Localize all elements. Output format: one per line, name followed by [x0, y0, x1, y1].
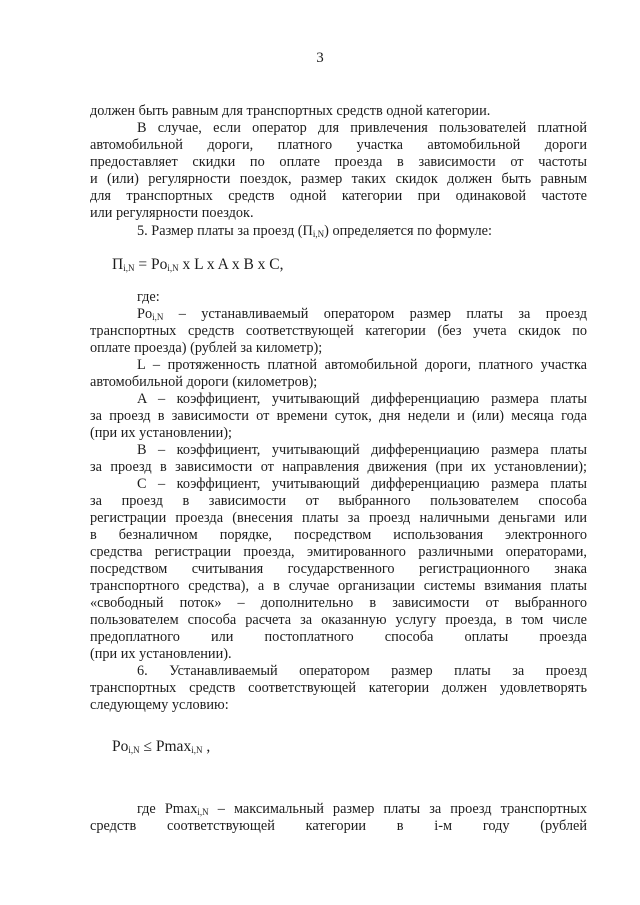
text-line: 5. Размер платы за проезд $(П_{i,N})$ определяется по формуле:	[137, 223, 492, 239]
text-line: за проезд в зависимости от направления движения (при их установлении);	[90, 459, 587, 475]
text-line: следующему условию:	[90, 697, 229, 713]
text-line: где:	[137, 289, 160, 305]
text-line: $Po_{i,N}$ – устанавливаемый оператором размер платы за проезд	[137, 306, 587, 322]
text-line: должен быть равным для транспортных средств одной категории.	[90, 103, 491, 119]
text-line: транспортного средства), а в случае организации системы взимания платы	[90, 578, 587, 594]
text-line: транспортных средств соответствующей категории (без учета скидок по	[90, 323, 587, 339]
text-line: L – протяженность платной автомобильной дороги, платного участка	[137, 357, 587, 373]
text-line: (при их установлении);	[90, 425, 232, 441]
text-line: 6. Устанавливаемый оператором размер платы за проезд	[137, 663, 587, 679]
text-line: за проезд в зависимости от выбранного пользователем способа	[90, 493, 587, 509]
text-line: средства регистрации проезда, эмитированного различными операторами,	[90, 544, 587, 560]
text-line: или регулярности поездок.	[90, 205, 254, 221]
text-line: транспортных средств соответствующей категории должен удовлетворять	[90, 680, 587, 696]
text-line: предоставляет скидки по оплате проезда в зависимости от частоты	[90, 154, 587, 170]
text-line: (при их установлении).	[90, 646, 232, 662]
text-line: где Pmax$_{i,N}$ – максимальный размер платы за проезд транспортных	[137, 801, 587, 817]
text-line: B – коэффициент, учитывающий дифференциацию размера платы	[137, 442, 587, 458]
text-line: регистрации проезда (внесения платы за проезд наличными деньгами или	[90, 510, 587, 526]
text-line: A – коэффициент, учитывающий дифференциацию размера платы	[137, 391, 587, 407]
text-line: за проезд в зависимости от времени суток, дня недели и (или) месяца года	[90, 408, 587, 424]
text-line: автомобильной дороги (километров);	[90, 374, 318, 390]
formula-condition: $Po_{i,N} \le Pmax_{i,N}$ ,	[112, 738, 211, 755]
text-line: C – коэффициент, учитывающий дифференциацию размера платы	[137, 476, 587, 492]
text-line: и (или) регулярности поездок, размер таких скидок должен быть равным	[90, 171, 587, 187]
page-number: 3	[316, 50, 324, 66]
text-line: предоплатного или постоплатного способа оплаты проезда	[90, 629, 587, 645]
text-line: посредством считывания государственного регистрационного знака	[90, 561, 587, 577]
text-line: В случае, если оператор для привлечения пользователей платной	[137, 120, 587, 136]
text-line: пользователем способа расчета за оказанную услугу проезда, в том числе	[90, 612, 587, 628]
text-line: в безналичном порядке, посредством использования электронного	[90, 527, 587, 543]
text-line: «свободный поток» – дополнительно в зависимости от выбранного	[90, 595, 587, 611]
text-line: автомобильной дороги, платного участка автомобильной дороги	[90, 137, 587, 153]
text-line: для транспортных средств одной категории при одинаковой частоте	[90, 188, 587, 204]
formula-fee: $П_{i,N} = Po_{i,N}$ x L x A x B x C,	[112, 256, 284, 273]
text-line: средств соответствующей категории в i-м году (рублей	[90, 818, 587, 834]
text-line: оплате проезда) (рублей за километр);	[90, 340, 323, 356]
